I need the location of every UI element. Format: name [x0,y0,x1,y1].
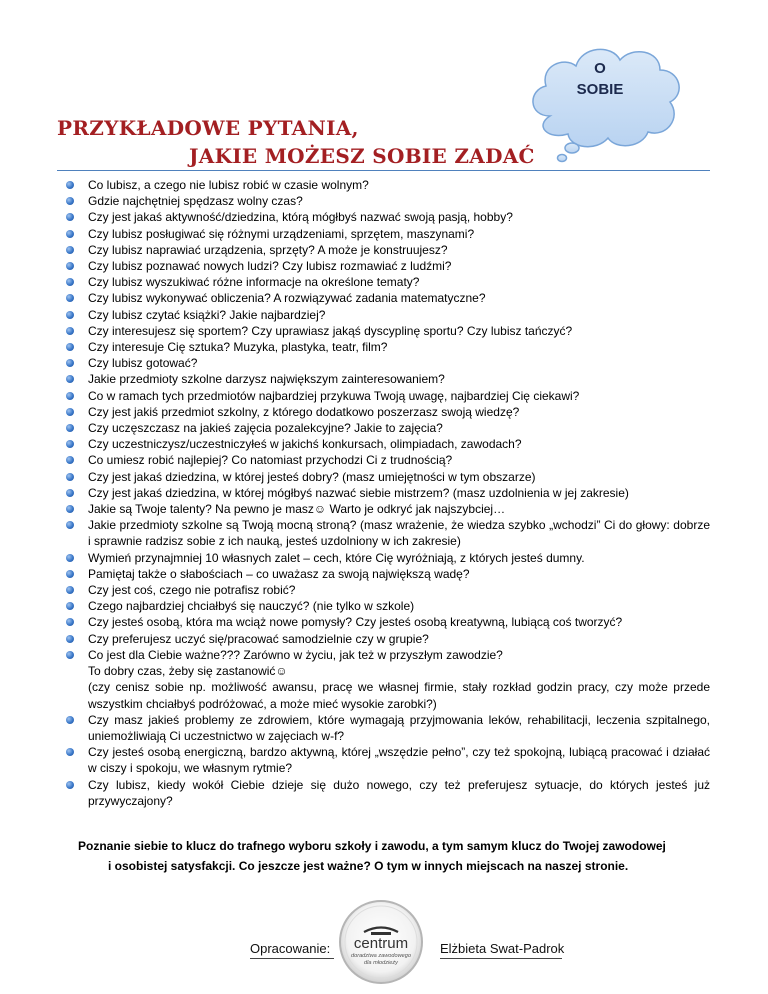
list-item [62,339,710,355]
bullet-icon [66,473,74,481]
bullet-icon [66,505,74,513]
list-item [62,469,710,485]
question-text: Czy jest jakaś dziedzina, w której jesteś dobry? (masz umiejętności w tym obszarze) [88,469,536,484]
question-text: Czy uczęszczasz na jakieś zajęcia pozalekcyjne? Jakie to zajęcia? [88,421,443,436]
list-item [62,647,710,663]
question-text: Czy jest coś, czego nie potrafisz robić? [88,583,296,598]
list-item [62,242,710,258]
logo-tagline1: doradztwa zawodowego [350,953,412,959]
question-list [62,177,710,809]
prepared-by-label: Opracowanie: [250,941,331,956]
list-item [62,323,710,339]
bullet-icon [66,635,74,643]
list-item [62,614,710,630]
title-divider [57,170,710,171]
question-text: Czy lubisz czytać książki? Jakie najbardziej? [88,307,326,322]
bullet-icon [66,570,74,578]
question-text: To dobry czas, żeby się zastanowić☺ [88,664,288,679]
list-item [62,598,710,614]
question-text: Czy lubisz naprawiać urządzenia, sprzęty? A może je konstruujesz? [88,242,448,257]
centrum-logo [338,899,424,985]
page-title [57,114,597,170]
bullet-icon [66,278,74,286]
bullet-icon [66,489,74,497]
question-text: Czy lubisz poznawać nowych ludzi? Czy lubisz rozmawiać z ludźmi? [88,259,452,274]
title-line1: PRZYKŁADOWE PYTANIA, [57,116,359,140]
author-name: Elżbieta Swat-Padrok [440,941,565,956]
question-text: Co umiesz robić najlepiej? Co natomiast przychodzi Ci z trudnością? [88,453,453,468]
list-item [62,371,710,387]
question-text: Co lubisz, a czego nie lubisz robić w czasie wolnym? [88,178,369,192]
list-item [62,712,710,744]
list-item [62,550,710,566]
question-text: Czego najbardziej chciałbyś się nauczyć? (nie tylko w szkole) [88,599,415,614]
bullet-icon [66,586,74,594]
list-item [62,307,710,323]
question-text: Czy interesujesz się sportem? Czy uprawiasz jakąś dyscyplinę sportu? Czy lubisz tańczyć? [88,323,573,338]
question-text: Czy uczestniczysz/uczestniczyłeś w jakichś konkursach, olimpiadach, zawodach? [88,437,522,452]
list-item [62,355,710,371]
bullet-icon [66,392,74,400]
bullet-icon [66,521,74,529]
list-item [62,274,710,290]
list-item [62,436,710,452]
list-item [62,388,710,404]
list-item [62,631,710,647]
list-item [62,209,710,225]
bullet-icon [66,181,74,189]
logo-tagline2: dla młodzieży [364,960,398,966]
bullet-icon [66,408,74,416]
question-text: Czy interesuje Cię sztuka? Muzyka, plastyka, teatr, film? [88,340,388,355]
list-item [62,744,710,776]
bullet-icon [66,781,74,789]
list-item [62,452,710,468]
summary-line2: i osobistej satysfakcji. Co jeszcze jest ważne? O tym w innych miejscach na naszej stronie. [108,859,629,873]
question-text: Czy jesteś osobą energiczną, bardzo aktywną, której „wszędzie pełno”, czy też spokojną, lubiącą pracować i działać w ciszy i spokoju, we własnym rytmie? [88,745,710,776]
question-text: Czy jest jakiś przedmiot szkolny, z którego dodatkowo poszerzasz swoją wiedzę? [88,404,520,419]
question-text: Czy lubisz, kiedy wokół Ciebie dzieje się dużo nowego, czy też preferujesz sytuacje, do których jesteś już przywyczajony? [88,777,710,808]
list-item [62,420,710,436]
badge-line2: SOBIE [576,81,624,98]
bullet-icon [66,424,74,432]
bullet-icon [66,327,74,335]
question-text: Jakie przedmioty szkolne darzysz największym zainteresowaniem? [88,372,445,387]
list-item [62,517,710,549]
question-text: Czy lubisz gotować? [88,356,198,371]
bullet-icon [66,618,74,626]
bullet-icon [66,375,74,383]
question-text: Co w ramach tych przedmiotów najbardziej przykuwa Twoją uwagę, najbardziej Cię ciekawi? [88,388,580,403]
list-item [62,177,710,193]
list-item [62,226,710,242]
bullet-icon [66,294,74,302]
question-text: Czy lubisz posługiwać się różnymi urządzeniami, sprzętem, maszynami? [88,226,475,241]
logo-name: centrum [353,935,409,952]
list-item [62,485,710,501]
bullet-icon [66,262,74,270]
bullet-icon [66,246,74,254]
question-text: Czy masz jakieś problemy ze zdrowiem, które wymagają przyjmowania leków, rehabilitacji, leczenia szpitalnego, uniemożliwiają Ci uczestnictwo w zajęciach w-f? [88,712,710,743]
list-item [62,193,710,209]
bullet-icon [66,716,74,724]
list-item [62,258,710,274]
bullet-icon [66,311,74,319]
question-text: Czy lubisz wykonywać obliczenia? A rozwiązywać zadania matematyczne? [88,291,486,306]
question-text: Co jest dla Ciebie ważne??? Zarówno w życiu, jak też w przyszłym zawodzie? [88,647,503,662]
list-item [62,679,710,711]
bullet-icon [66,602,74,610]
prepared-by-underline [250,958,334,959]
question-text: Czy jesteś osobą, która ma wciąż nowe pomysły? Czy jesteś osobą kreatywną, lubiącą coś tworzyć? [88,615,623,630]
summary-paragraph [78,836,690,876]
bullet-icon [66,748,74,756]
list-item [62,290,710,306]
bullet-icon [66,197,74,205]
question-text: Pamiętaj także o słabościach – co uważasz za swoją największą wadę? [88,566,470,581]
bullet-icon [66,230,74,238]
question-text: Wymień przynajmniej 10 własnych zalet – cech, które Cię wyróżniają, z których jesteś dumny. [88,550,585,565]
question-text: Gdzie najchętniej spędzasz wolny czas? [88,194,303,209]
badge-title [520,58,680,100]
summary-line1: Poznanie siebie to klucz do trafnego wyboru szkoły i zawodu, a tym samym klucz do Twojej zawodowej [78,839,666,853]
title-line2: JAKIE MOŻESZ SOBIE ZADAĆ [189,144,535,168]
list-item [62,582,710,598]
question-text: Jakie przedmioty szkolne są Twoją mocną stroną? (masz wrażenie, że wiedza szybko „wchodzi” Ci do głowy: dobrze i sprawnie radzisz sobie z ich nauką, jesteś uzdolniony w ich zakresie) [88,518,710,549]
list-item [62,663,710,679]
list-item [62,566,710,582]
bullet-icon [66,359,74,367]
badge-line1: O [594,60,606,77]
list-item [62,404,710,420]
bullet-icon [66,456,74,464]
question-text: Jakie są Twoje talenty? Na pewno je masz☺ Warto je odkryć jak najszybciej… [88,502,506,517]
bullet-icon [66,213,74,221]
author-underline [440,958,562,959]
question-text: Czy preferujesz uczyć się/pracować samodzielnie czy w grupie? [88,631,429,646]
question-text: Czy jest jakaś dziedzina, w której mógłbyś nazwać siebie mistrzem? (masz uzdolnienia w jej zakresie) [88,485,629,500]
question-text: Czy jest jakaś aktywność/dziedzina, którą mógłbyś nazwać swoją pasją, hobby? [88,210,513,225]
bullet-icon [66,440,74,448]
list-item [62,501,710,517]
question-text: (czy cenisz sobie np. możliwość awansu, pracę we własnej firmie, stały rozkład godzin pracy, czy może przede wszystkim chciałbyś podróżować, a może mieć wysokie zarobki?) [88,680,710,711]
bullet-icon [66,554,74,562]
bullet-icon [66,343,74,351]
list-item [62,777,710,809]
question-text: Czy lubisz wyszukiwać różne informacje na określone tematy? [88,275,420,290]
bullet-icon [66,651,74,659]
